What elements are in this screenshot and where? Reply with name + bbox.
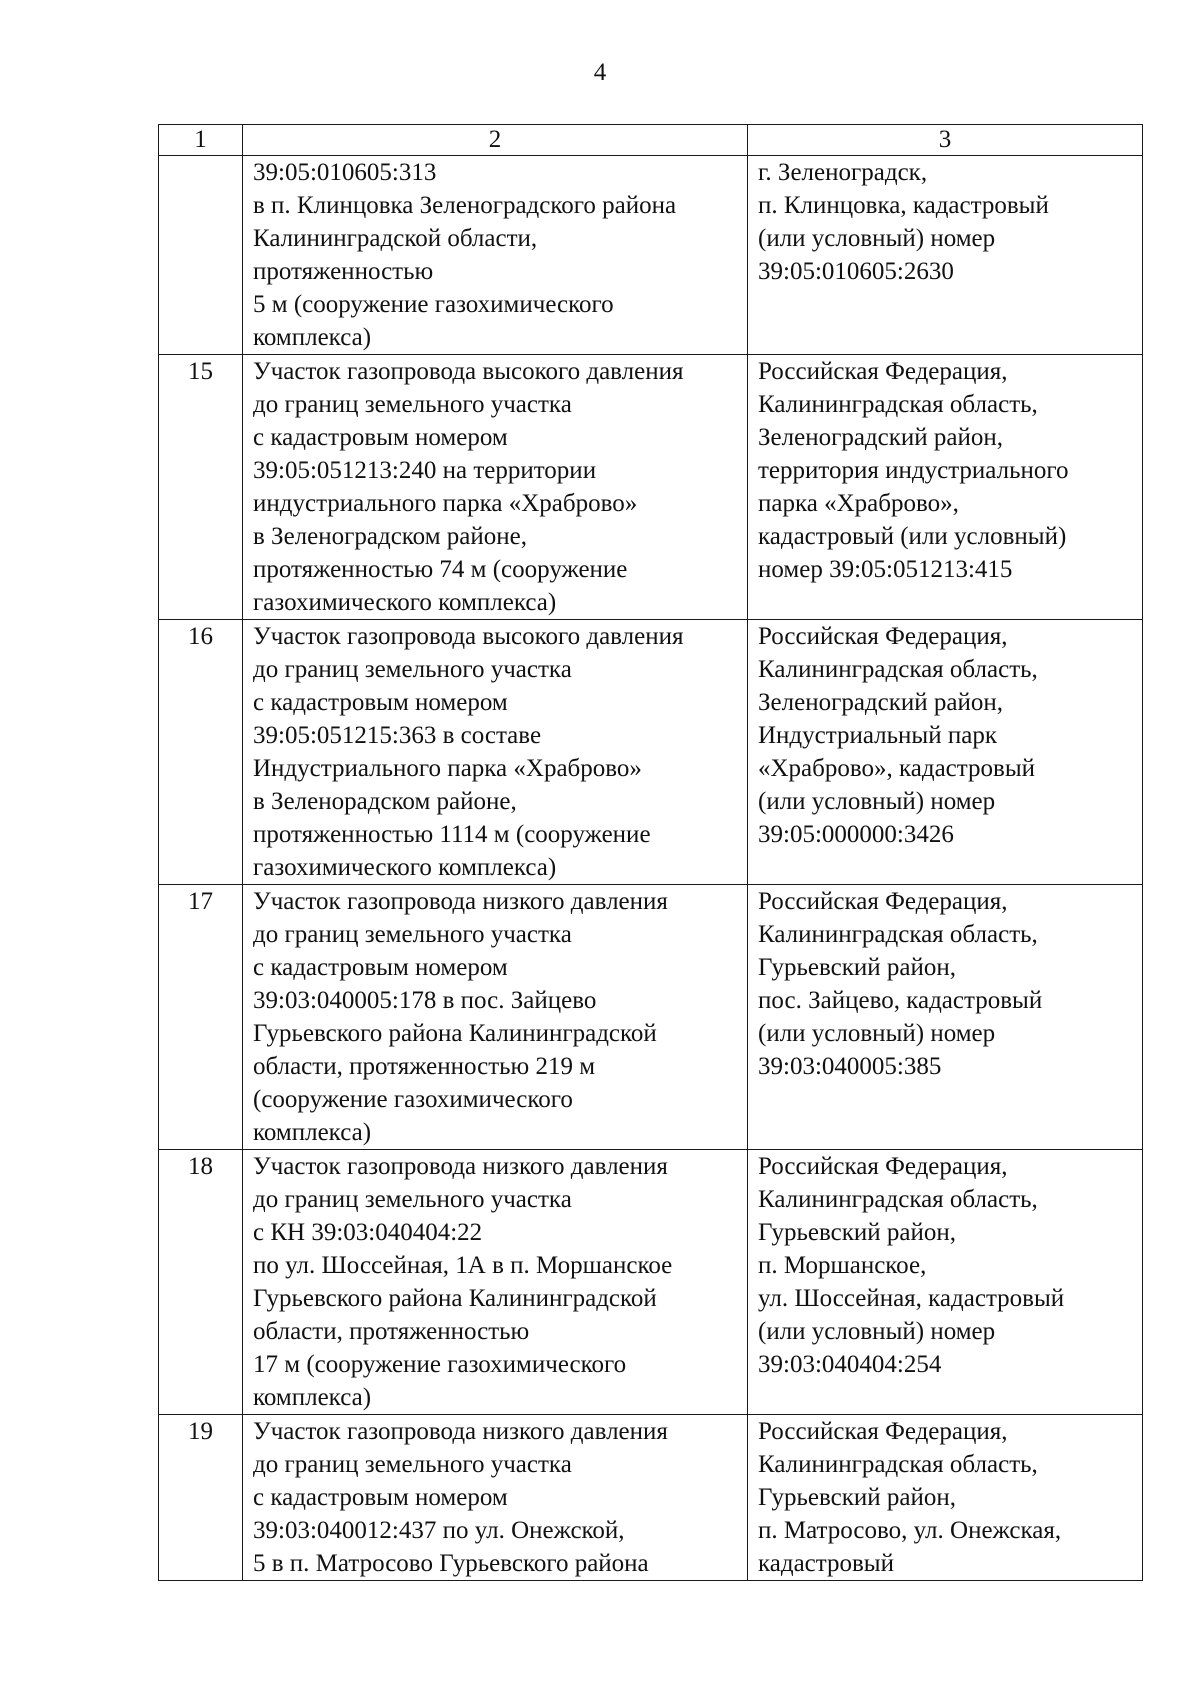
row-description: Участок газопровода высокого давления до границ земельного участка с кадастровым номером 39:05:051215:363 в составе Индустриального парка «Храброво» в Зеленорадском районе, протяженностью 1114 м (сооружение газохимического комплекса)	[243, 620, 748, 885]
row-address: Российская Федерация, Калининградская область, Гурьевский район, п. Матросово, ул. Онежская, кадастровый	[748, 1415, 1143, 1581]
row-address: Российская Федерация, Калининградская область, Зеленоградский район, территория индустриального парка «Храброво», кадастровый (или условный) номер 39:05:051213:415	[748, 355, 1143, 620]
row-number: 19	[159, 1415, 243, 1581]
table-header-row	[159, 125, 1143, 156]
column-header-description: 2	[243, 125, 748, 156]
document-table	[158, 124, 1143, 1581]
row-description: Участок газопровода низкого давления до границ земельного участка с КН 39:03:040404:22 по ул. Шоссейная, 1А в п. Моршанское Гурьевского района Калининградской области, протяженностью 17 м (сооружение газохимического комплекса)	[243, 1150, 748, 1415]
row-description: 39:05:010605:313 в п. Клинцовка Зеленоградского района Калининградской области, протяженностью 5 м (сооружение газохимического комплекса)	[243, 156, 748, 355]
row-address: Российская Федерация, Калининградская область, Зеленоградский район, Индустриальный парк «Храброво», кадастровый (или условный) номер 39:05:000000:3426	[748, 620, 1143, 885]
row-number: 15	[159, 355, 243, 620]
table-row	[159, 620, 1143, 885]
column-header-address: 3	[748, 125, 1143, 156]
row-address: Российская Федерация, Калининградская область, Гурьевский район, п. Моршанское, ул. Шоссейная, кадастровый (или условный) номер 39:03:040404:254	[748, 1150, 1143, 1415]
row-number: 18	[159, 1150, 243, 1415]
table-row	[159, 885, 1143, 1150]
row-number: 16	[159, 620, 243, 885]
row-number	[159, 156, 243, 355]
row-description: Участок газопровода высокого давления до границ земельного участка с кадастровым номером 39:05:051213:240 на территории индустриального парка «Храброво» в Зеленоградском районе, протяженностью 74 м (сооружение газохимического комплекса)	[243, 355, 748, 620]
page-number: 4	[593, 59, 607, 86]
table-row	[159, 355, 1143, 620]
row-description: Участок газопровода низкого давления до границ земельного участка с кадастровым номером 39:03:040012:437 по ул. Онежской, 5 в п. Матросово Гурьевского района	[243, 1415, 748, 1581]
row-description: Участок газопровода низкого давления до границ земельного участка с кадастровым номером 39:03:040005:178 в пос. Зайцево Гурьевского района Калининградской области, протяженностью 219 м (сооружение газохимического комплекса)	[243, 885, 748, 1150]
row-address: Российская Федерация, Калининградская область, Гурьевский район, пос. Зайцево, кадастровый (или условный) номер 39:03:040005:385	[748, 885, 1143, 1150]
table-row	[159, 1415, 1143, 1581]
column-header-number: 1	[159, 125, 243, 156]
table-row	[159, 1150, 1143, 1415]
row-address: г. Зеленоградск, п. Клинцовка, кадастровый (или условный) номер 39:05:010605:2630	[748, 156, 1143, 355]
row-number: 17	[159, 885, 243, 1150]
table-row	[159, 156, 1143, 355]
